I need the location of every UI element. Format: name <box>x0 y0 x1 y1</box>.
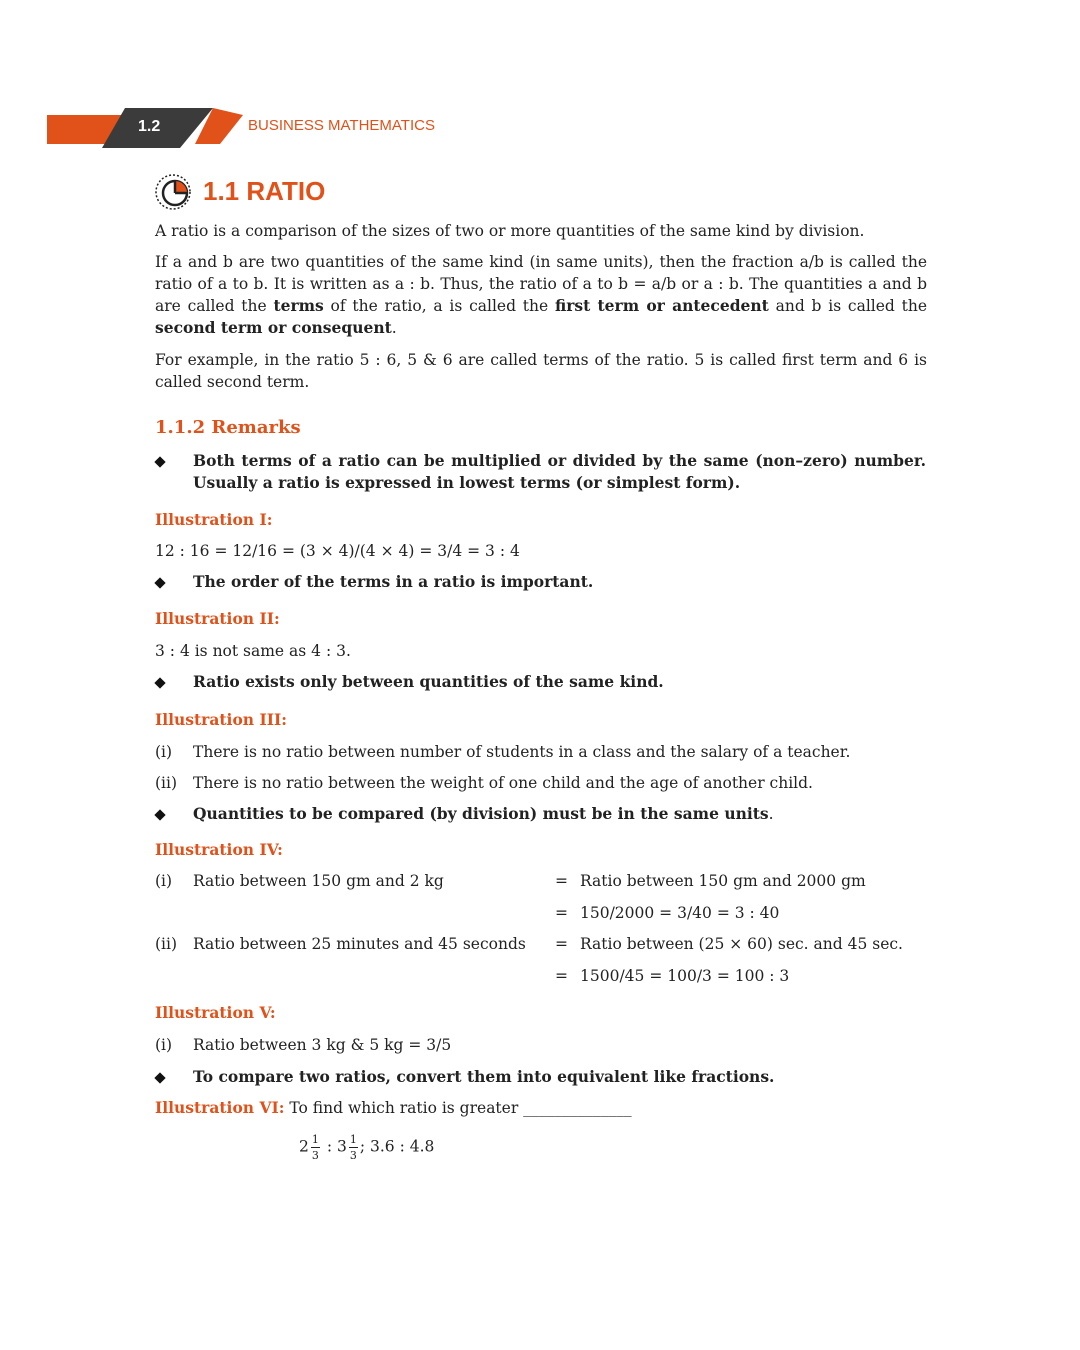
remark-bullet-4-end: . <box>768 805 774 823</box>
illustration-3-item-num: (i) <box>155 743 173 761</box>
illustration-5-num: (i) <box>155 1036 173 1054</box>
illustration-5-text: Ratio between 3 kg & 5 kg = 3/5 <box>193 1036 452 1054</box>
term-consequent: second term or consequent <box>155 318 392 337</box>
remark-bullet-2: The order of the terms in a ratio is important. <box>193 572 594 591</box>
bullet-diamond-icon <box>154 577 165 588</box>
illus4-row-eq: = <box>555 967 568 985</box>
bullet-diamond-icon <box>154 456 165 467</box>
second-ratio: ; 3.6 : 4.8 <box>359 1137 435 1156</box>
illus4-row-num: (ii) <box>155 935 178 953</box>
definition-text-4: . <box>391 319 397 337</box>
illus4-row-right: Ratio between 150 gm and 2000 gm <box>580 872 866 890</box>
remark-bullet-4 <box>193 803 774 825</box>
illus4-row-eq: = <box>555 935 568 953</box>
page-number: 1.2 <box>138 118 161 135</box>
term-terms: terms <box>273 296 324 315</box>
fraction-2-denominator: 3 <box>349 1149 357 1162</box>
remark-bullet-1: Both terms of a ratio can be multiplied or divided by the same (non–zero) number. Usually a ratio is expressed in lowest terms (or simplest form). <box>193 451 926 492</box>
illus4-row-eq: = <box>555 872 568 890</box>
remark-bullet-5: To compare two ratios, convert them into equivalent like fractions. <box>193 1067 775 1086</box>
example-paragraph: For example, in the ratio 5 : 6, 5 & 6 are called terms of the ratio. 5 is called first term and 6 is called second term. <box>155 351 927 391</box>
term-antecedent: first term or antecedent <box>554 296 769 315</box>
remarks-heading: 1.1.2 Remarks <box>155 417 301 438</box>
illustration-6-text: To find which ratio is greater ______________ <box>289 1099 632 1117</box>
remark-bullet-3: Ratio exists only between quantities of the same kind. <box>193 672 664 691</box>
pie-chart-clock-icon <box>154 173 194 211</box>
bullet-diamond-icon <box>154 677 165 688</box>
illus4-row-num: (i) <box>155 872 173 890</box>
illustration-5-label: Illustration V: <box>155 1003 276 1022</box>
illustration-1-text: 12 : 16 = 12/16 = (3 × 4)/(4 × 4) = 3/4 = 3 : 4 <box>155 542 520 560</box>
mixed-whole-2: 3 <box>336 1137 347 1156</box>
fraction-1 <box>311 1133 320 1162</box>
illustration-6-label: Illustration VI: <box>155 1098 285 1117</box>
illustration-3-label: Illustration III: <box>155 710 287 729</box>
fraction-1-numerator: 1 <box>311 1133 319 1146</box>
fraction-2 <box>349 1133 358 1162</box>
definition-paragraph <box>155 251 927 339</box>
illustration-6-line <box>155 1097 632 1119</box>
bullet-diamond-icon <box>154 1072 165 1083</box>
ratio-separator: : <box>326 1137 333 1156</box>
illus4-row-right: 1500/45 = 100/3 = 100 : 3 <box>580 967 790 985</box>
fraction-1-denominator: 3 <box>311 1149 319 1162</box>
illus4-row-right: Ratio between (25 × 60) sec. and 45 sec. <box>580 935 903 953</box>
illustration-2-text: 3 : 4 is not same as 4 : 3. <box>155 642 351 660</box>
illustration-1-label: Illustration I: <box>155 510 273 529</box>
illus4-row-left: Ratio between 150 gm and 2 kg <box>193 872 444 890</box>
illus4-row-right: 150/2000 = 3/40 = 3 : 40 <box>580 904 780 922</box>
section-title: 1.1 RATIO <box>203 176 326 206</box>
illustration-4-label: Illustration IV: <box>155 840 283 859</box>
bullet-diamond-icon <box>154 809 165 820</box>
illustration-3-item-num: (ii) <box>155 774 178 792</box>
illustration-3-item: There is no ratio between the weight of one child and the age of another child. <box>193 774 813 792</box>
illustration-6-expression <box>299 1133 434 1162</box>
remark-bullet-4-bold: Quantities to be compared (by division) must be in the same units <box>193 804 769 823</box>
illus4-row-left: Ratio between 25 minutes and 45 seconds <box>193 935 526 953</box>
intro-paragraph: A ratio is a comparison of the sizes of two or more quantities of the same kind by division. <box>155 222 865 240</box>
book-title: BUSINESS MATHEMATICS <box>248 117 435 134</box>
fraction-2-numerator: 1 <box>349 1133 357 1146</box>
illustration-2-label: Illustration II: <box>155 609 280 628</box>
mixed-whole-1: 2 <box>299 1137 309 1156</box>
definition-text-3: and b is called the <box>768 297 928 315</box>
definition-text-2: of the ratio, a is called the <box>323 297 555 315</box>
illustration-3-item: There is no ratio between number of students in a class and the salary of a teacher. <box>193 743 851 761</box>
illus4-row-eq: = <box>555 904 568 922</box>
definition-text-1: If a and b are two quantities of the same kind (in same units), then the fraction a/b is called the ratio of a to b. It is written as a : b. Thus, the ratio of a to b = a/b or a : b. The quantities a and b are called the <box>155 253 927 315</box>
